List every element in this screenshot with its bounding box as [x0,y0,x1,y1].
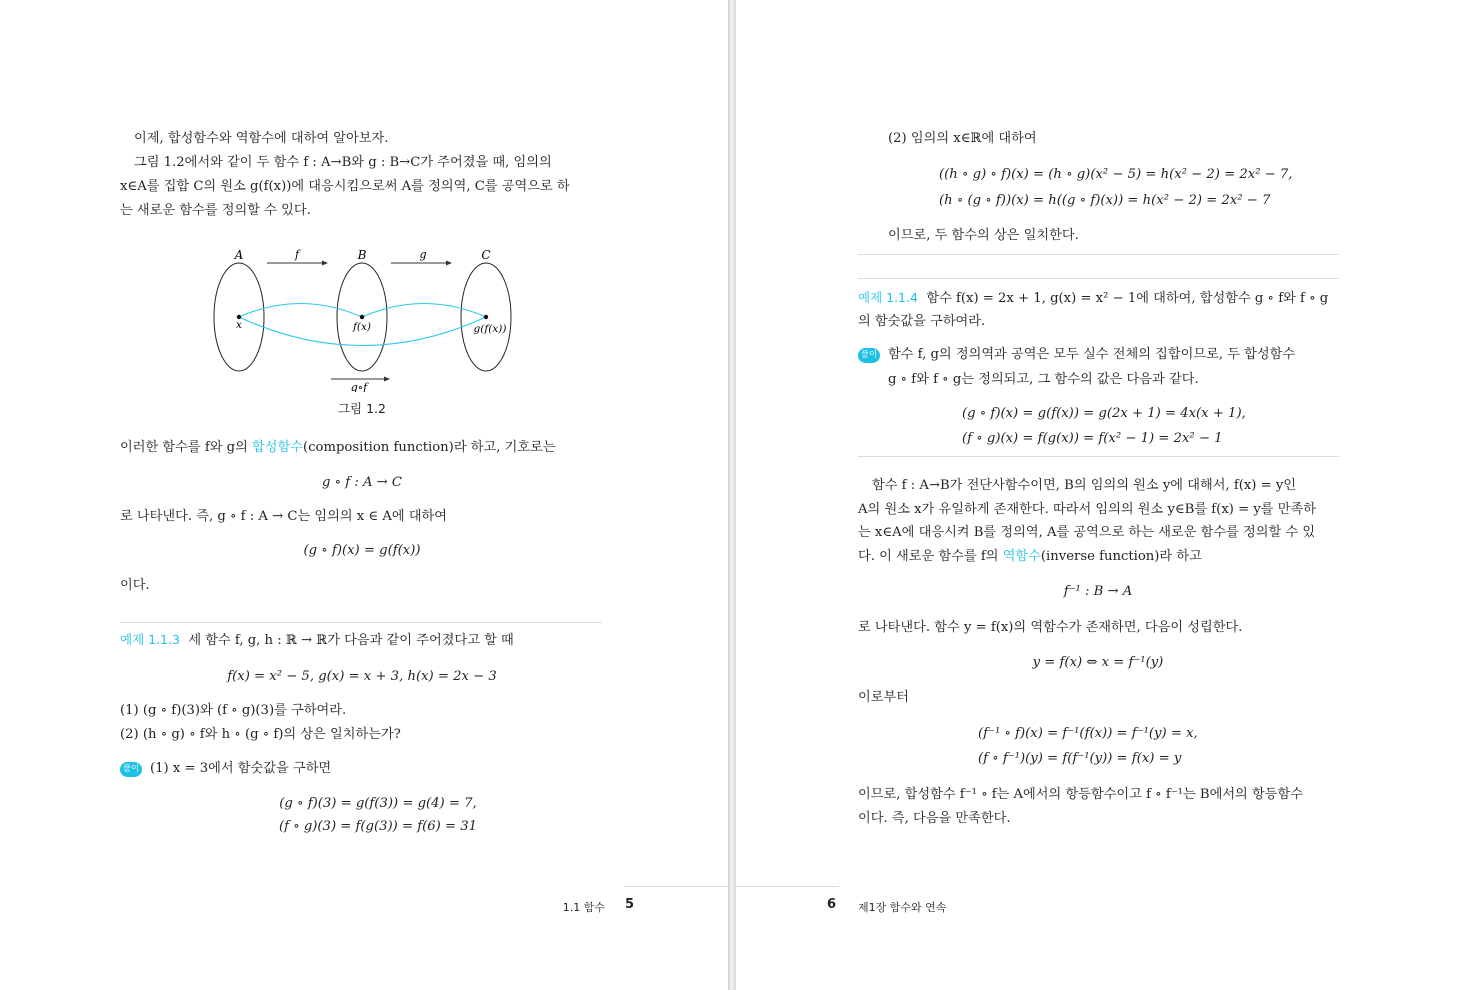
point-fx-label: f(x) [352,321,372,333]
equation-composition-value: (g ∘ f)(x) = g(f(x)) [303,543,421,558]
solution-2-line-2: g ∘ f와 f ∘ g는 정의되고, 그 함수의 값은 다음과 같다. [888,372,1199,387]
example-statement-2-cont: 의 함숫값을 구하여라. [858,314,986,329]
equation-inverse-map: f⁻¹ : B → A [1063,584,1133,599]
example-label-2: 예제 1.1.4 [858,290,918,305]
inverse-intro-line-4 [858,548,1202,566]
equation-inverse-identity-1: (f⁻¹ ∘ f)(x) = f⁻¹(f(x)) = f⁻¹(y) = x, [978,726,1198,741]
solution-part-1-text: (1) x = 3에서 함숫값을 구하면 [150,761,332,776]
point-gfx [484,315,488,319]
mapping-f-curve [239,304,362,318]
equation-composition-map: g ∘ f : A → C [321,475,403,490]
set-a-label: A [234,248,244,262]
composition-notation-line: 로 나타낸다. 즉, g ∘ f : A → C는 임의의 x ∈ A에 대하여 [120,509,448,524]
example-1-1-3 [120,631,514,650]
arrow-f-head [322,261,328,266]
mapping-g-curve [362,304,486,318]
solution-2-equation-1: (g ∘ f)(x) = g(f(x)) = g(2x + 1) = 4x(x + 1), [962,406,1246,421]
arrow-f-label: f [294,248,300,261]
example-divider-3 [858,456,1339,457]
footer-rule-right [736,886,839,887]
example-divider-1 [858,254,1339,255]
footer-chapter-title: 제1장 함수와 연속 [858,901,947,914]
example-divider [120,622,602,623]
solution-badge-2: 풀이 [858,348,880,363]
example-question-2: (2) (h ∘ g) ∘ f와 h ∘ (g ∘ f)의 상은 일치하는가? [120,727,401,742]
inverse-intro-line-1: 함수 f : A→B가 전단사함수이면, B의 임의의 원소 y에 대해서, f(x) = y인 [872,478,1297,493]
point-gfx-label: g(f(x)) [473,323,507,335]
point-x-label: x [236,319,242,331]
arrow-gf-head [384,377,390,382]
set-b-label: B [357,248,367,262]
inverse-intro-line-3: 는 x∈A에 대응시켜 B를 정의역, A를 공역으로 하는 새로운 함수를 정의할 수 있 [858,525,1316,540]
example-1-1-4 [858,289,1328,308]
composition-intro-line-2: x∈A를 집합 C의 원소 g(f(x))에 대응시킴으로써 A를 정의역, C를 공역으로 하 [120,179,570,194]
therefore-line: 이로부터 [858,690,909,705]
point-fx [360,315,364,319]
inverse-def-pre: 다. 이 새로운 함수를 f의 [858,549,1003,564]
figure-caption: 그림 1.2 [337,401,386,416]
composition-closing: 이다. [120,578,150,593]
composition-intro-line-3: 는 새로운 함수를 정의할 수 있다. [120,203,311,218]
identity-conclusion-line-2: 이다. 즉, 다음을 만족한다. [858,811,1011,826]
arrow-gf-label: g∘f [350,381,368,392]
page-number-5: 5 [625,897,635,912]
composition-term: 합성함수 [252,440,303,455]
solution-badge: 풀이 [120,762,142,777]
book-gutter [728,0,736,990]
example-question-1: (1) (g ∘ f)(3)와 (f ∘ g)(3)를 구하여라. [120,703,347,718]
equation-inverse-identity-2: (f ∘ f⁻¹)(y) = f(f⁻¹(y)) = f(x) = y [978,751,1182,766]
set-c-label: C [481,248,491,262]
intro-paragraph: 이제, 합성함수와 역함수에 대하여 알아보자. [134,131,389,146]
left-page [0,0,728,990]
example-label: 예제 1.1.3 [120,632,180,647]
composition-definition-post: (composition function)라 하고, 기호로는 [302,440,556,455]
footer-section-title: 1.1 함수 [562,901,605,914]
solution-2-equation-2: (f ∘ g)(x) = f(g(x)) = f(x² − 1) = 2x² − 1 [962,431,1223,446]
inverse-def-post: (inverse function)라 하고 [1040,549,1202,564]
composition-diagram [205,242,525,392]
solution-equation-4: (h ∘ (g ∘ f))(x) = h((g ∘ f)(x)) = h(x² − 2) = 2x² − 7 [939,193,1271,208]
solution-conclusion: 이므로, 두 함수의 상은 일치한다. [888,228,1079,243]
solution-equation-3: ((h ∘ g) ∘ f)(x) = (h ∘ g)(x² − 5) = h(x² − 2) = 2x² − 7, [939,167,1293,182]
solution-part-2: (2) 임의의 x∈ℝ에 대하여 [888,131,1037,146]
example-functions-equation: f(x) = x² − 5, g(x) = x + 3, h(x) = 2x − 3 [227,669,497,684]
footer-rule-left [624,886,728,887]
identity-conclusion-line-1: 이므로, 합성함수 f⁻¹ ∘ f는 A에서의 항등함수이고 f ∘ f⁻¹는 B에서의 항등함수 [858,787,1303,802]
example-statement-2: 함수 f(x) = 2x + 1, g(x) = x² − 1에 대하여, 합성함수 g ∘ f와 f ∘ g [926,291,1329,306]
inverse-notation-line: 로 나타낸다. 함수 y = f(x)의 역함수가 존재하면, 다음이 성립한다. [858,620,1243,635]
arrow-g-head [446,261,452,266]
right-page [736,0,1464,990]
inverse-intro-line-2: A의 원소 x가 유일하게 존재한다. 따라서 임의의 원소 y∈B를 f(x) = y를 만족하 [858,502,1316,517]
example-divider-2 [858,278,1339,279]
solution-equation-1: (g ∘ f)(3) = g(f(3)) = g(4) = 7, [279,796,477,811]
composition-definition-line [120,439,556,457]
composition-definition-pre: 이러한 함수를 f와 g의 [120,440,253,455]
solution-part-1 [120,760,331,778]
solution-2-line-1 [858,346,1295,364]
solution-2-text: 함수 f, g의 정의역과 공역은 모두 실수 전체의 집합이므로, 두 합성함수 [888,347,1296,362]
solution-equation-2: (f ∘ g)(3) = f(g(3)) = f(6) = 31 [278,819,478,834]
composition-intro-line-1: 그림 1.2에서와 같이 두 함수 f : A→B와 g : B→C가 주어졌을 때, 임의의 [134,155,552,170]
example-statement: 세 함수 f, g, h : ℝ → ℝ가 다음과 같이 주어졌다고 할 때 [188,633,514,648]
arrow-g-label: g [419,248,427,261]
page-number-6: 6 [827,897,837,912]
equation-inverse-equivalence: y = f(x) ⇔ x = f⁻¹(y) [1032,655,1164,670]
inverse-term: 역함수 [1002,549,1041,564]
